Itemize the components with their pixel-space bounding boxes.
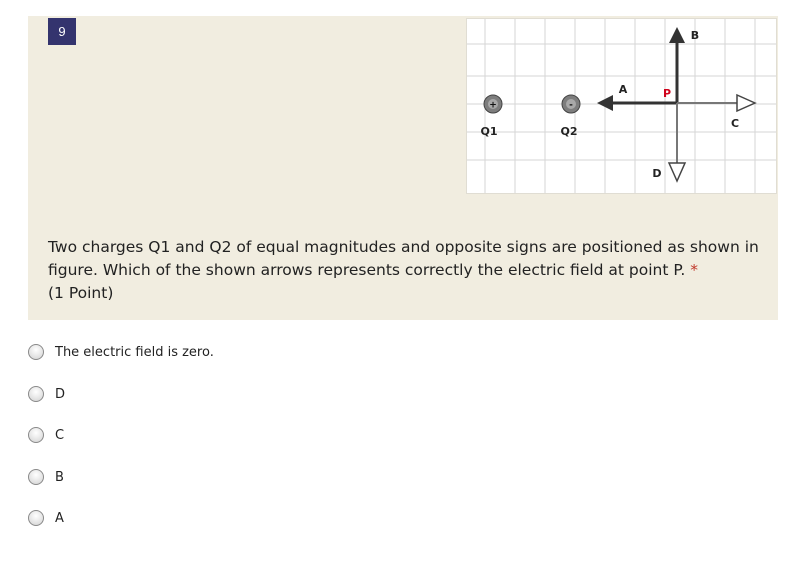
grid-lines (467, 19, 776, 193)
question-panel (28, 16, 778, 320)
charge-q1-sign: + (489, 100, 497, 111)
question-figure (466, 18, 777, 194)
electric-field-diagram (467, 19, 776, 193)
arrow-b-label: B (690, 29, 700, 42)
charge-q2 (560, 95, 580, 138)
option-a[interactable] (28, 506, 328, 530)
option-label: A (55, 510, 64, 526)
charge-q2-label: Q2 (560, 125, 578, 138)
charge-q2-sign: - (569, 100, 573, 111)
option-b[interactable] (28, 465, 328, 489)
arrow-d (652, 103, 685, 181)
point-p-label: P (662, 87, 672, 100)
question-number-badge (48, 18, 76, 45)
option-label: The electric field is zero. (55, 344, 214, 360)
radio-button[interactable] (28, 427, 44, 443)
arrow-a-label: A (618, 83, 628, 96)
option-electric-field-zero[interactable] (28, 340, 328, 364)
point-p (663, 87, 671, 100)
radio-button[interactable] (28, 510, 44, 526)
question-points: (1 Point) (48, 284, 114, 302)
arrow-c-label: C (730, 117, 740, 130)
option-label: B (55, 469, 64, 485)
required-mark: * (690, 261, 698, 279)
option-label: D (55, 386, 66, 402)
radio-button[interactable] (28, 386, 44, 402)
arrow-c (677, 95, 755, 130)
option-d[interactable] (28, 382, 328, 406)
charge-q1-label: Q1 (480, 125, 498, 138)
question-number: 9 (58, 24, 66, 39)
arrow-d-label: D (652, 167, 662, 180)
radio-button[interactable] (28, 469, 44, 485)
radio-button[interactable] (28, 344, 44, 360)
option-label: C (55, 427, 65, 443)
question-text: Two charges Q1 and Q2 of equal magnitudes and opposite signs are positioned as shown in figure. Which of the shown arrows represents correctly the electric field at point P. (48, 238, 759, 279)
question-text-block (48, 236, 763, 305)
option-c[interactable] (28, 423, 328, 447)
